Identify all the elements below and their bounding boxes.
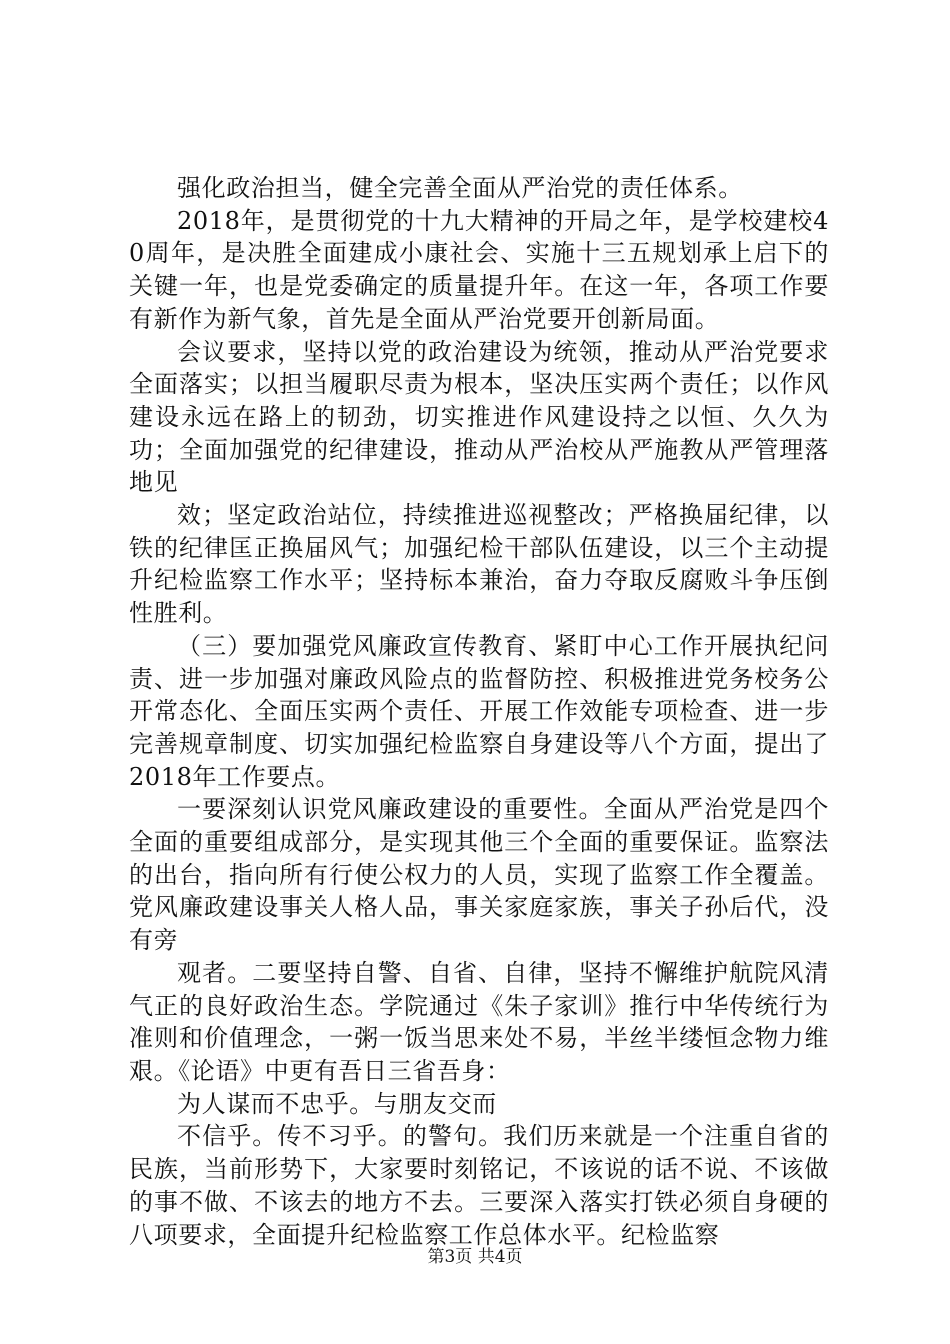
paragraph-1: 强化政治担当，健全完善全面从严治党的责任体系。 <box>177 174 743 202</box>
paragraph-3: 会议要求，坚持以党的政治建设为统领，推动从严治党要求全面落实；以担当履职尽责为根本，坚决压实两个责任；以作风建设永远在路上的韧劲，切实推进作风建设持之以恒、久久为功；全面加强党的纪律建设，推动从严治校从严施教从严管理落地见 <box>129 337 829 497</box>
paragraph-5: （三）要加强党风廉政宣传教育、紧盯中心工作开展执纪问责、进一步加强对廉政风险点的监督防控、积极推进党务校务公开常态化、全面压实两个责任、开展工作效能专项检查、进一步完善规章制度、切实加强纪检监察自身建设等八个方面，提出了2018年工作要点。 <box>129 631 829 791</box>
page-footer: 第3页 共4页 <box>427 1247 523 1267</box>
paragraph-6: 一要深刻认识党风廉政建设的重要性。全面从严治党是四个全面的重要组成部分，是实现其他三个全面的重要保证。监察法的出台，指向所有行使公权力的人员，实现了监察工作全覆盖。党风廉政建设事关人格人品，事关家庭家族，事关子孙后代，没有旁 <box>129 795 829 955</box>
paragraph-7: 观者。二要坚持自警、自省、自律，坚持不懈维护航院风清气正的良好政治生态。学院通过《朱子家训》推行中华传统行为准则和价值理念，一粥一饭当思来处不易，半丝半缕恒念物力维艰。《论语》中更有吾日三省吾身： <box>129 958 829 1085</box>
paragraph-4: 效；坚定政治站位，持续推进巡视整改；严格换届纪律，以铁的纪律匡正换届风气；加强纪检干部队伍建设，以三个主动提升纪检监察工作水平；坚持标本兼治，奋力夺取反腐败斗争压倒性胜利。 <box>129 501 829 628</box>
document-body <box>129 172 829 1251</box>
paragraph-9: 不信乎。传不习乎。的警句。我们历来就是一个注重自省的民族，当前形势下，大家要时刻铭记，不该说的话不说、不该做的事不做、不该去的地方不去。三要深入落实打铁必须自身硬的八项要求，全面提升纪检监察工作总体水平。纪检监察 <box>129 1122 829 1249</box>
paragraph-8: 为人谋而不忠乎。与朋友交而 <box>177 1089 497 1118</box>
paragraph-2: 2018年，是贯彻党的十九大精神的开局之年，是学校建校40周年，是决胜全面建成小康社会、实施十三五规划承上启下的关键一年，也是党委确定的质量提升年。在这一年，各项工作要有新作为新气象，首先是全面从严治党要开创新局面。 <box>129 206 829 333</box>
